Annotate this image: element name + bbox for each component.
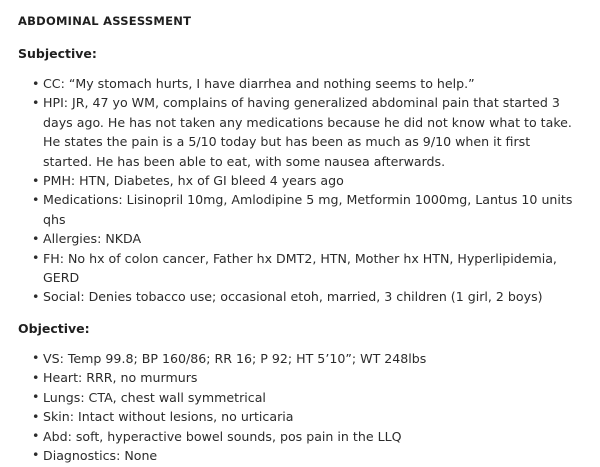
spacer-title-subjective	[18, 29, 582, 46]
list-item: • HPI: JR, 47 yo WM, complains of having generalized abdominal pain that started 3 days ago. He has not taken any medications because he did not know what to take. He states the pain is a 5/10 today but has been as much as 9/10 when it first started. He has been able to eat, with some nausea afterwards.	[18, 93, 582, 171]
list-item: • Medications: Lisinopril 10mg, Amlodipine 5 mg, Metformin 1000mg, Lantus 10 units qhs	[18, 190, 582, 229]
objective-list	[18, 349, 582, 465]
list-item: • PMH: HTN, Diabetes, hx of GI bleed 4 years ago	[18, 171, 582, 190]
list-item: • VS: Temp 99.8; BP 160/86; RR 16; P 92; HT 5’10”; WT 248lbs	[18, 349, 582, 368]
list-item: • Abd: soft, hyperactive bowel sounds, pos pain in the LLQ	[18, 427, 582, 446]
list-item: • FH: No hx of colon cancer, Father hx DMT2, HTN, Mother hx HTN, Hyperlipidemia, GERD	[18, 249, 582, 288]
list-item: • Diagnostics: None	[18, 446, 582, 465]
spacer-objective-list	[18, 337, 582, 349]
subjective-list	[18, 74, 582, 307]
list-item: • Social: Denies tobacco use; occasional etoh, married, 3 children (1 girl, 2 boys)	[18, 287, 582, 306]
page-title: ABDOMINAL ASSESSMENT	[18, 14, 192, 28]
section-heading-subjective: Subjective:	[18, 46, 97, 61]
list-item: • Allergies: NKDA	[18, 229, 582, 248]
section-heading-objective: Objective:	[18, 320, 90, 336]
list-item: • Lungs: CTA, chest wall symmetrical	[18, 388, 582, 407]
list-item: • Skin: Intact without lesions, no urticaria	[18, 407, 582, 426]
list-item: • CC: “My stomach hurts, I have diarrhea and nothing seems to help.”	[18, 74, 582, 93]
spacer-list-objective	[18, 307, 582, 321]
list-item: • Heart: RRR, no murmurs	[18, 368, 582, 387]
spacer-subjective-list	[18, 62, 582, 74]
